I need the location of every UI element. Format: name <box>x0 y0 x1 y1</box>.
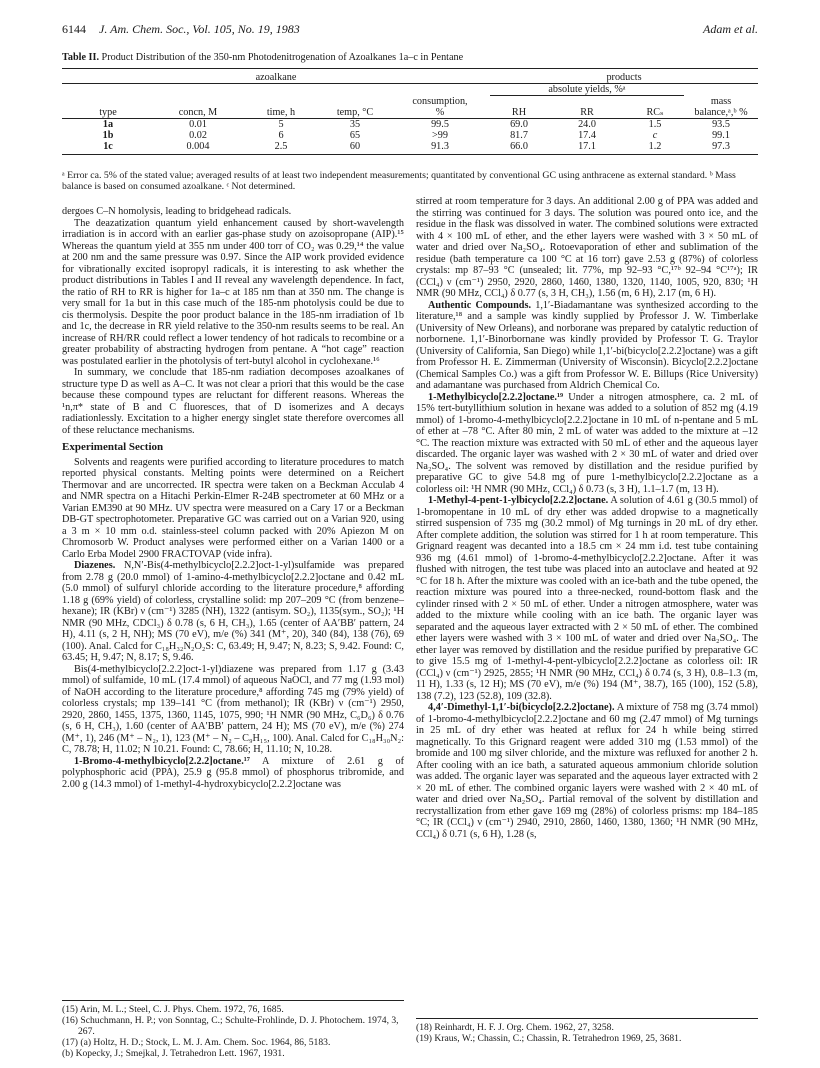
paragraph-text: N,N′-Bis(4-methylbicyclo[2.2.2]oct-1-yl)sulfamide was prepared from 2.78 g (20.0 mmol) of 1-amino-4-methylbicyclo[2.2.2]octane and 0.42 mL (5.0 mmol) of sulfuryl chloride according to the literature procedure,⁸ affording 1.18 g (69% yield) of colorless, crystalline solid: mp 207–209 °C (from benzene–hexane); IR (KBr) ν (cm⁻¹) 3285 (NH), 1322 (antisym. SO₂), 1135(sym., SO₂); ¹H NMR (90 MHz, CDCl₃) δ 0.78 (s, 6 H, CH₃), 1.65 (center of AA′BB′ pattern, 24 H), 4.11 (s, 2 H, NH); MS (70 eV), m/e (%) 341 (M⁺, 20), 340 (84), 138 (76), 69 (100). Anal. Calcd for C₁₈H₃₂N₂O₂S: C, 63.49; H, 9.47; N, 8.23; S, 9.42. Found: C, 63.45; H, 9.47; N, 8.17; S, 9.46. <box>62 560 405 663</box>
cell-rr: 17.4 <box>578 129 596 141</box>
table-label: Table II. <box>62 52 99 63</box>
cell-type: 1b <box>102 129 114 141</box>
table-subgroup-row <box>62 84 758 96</box>
cell-consumption: >99 <box>432 129 448 141</box>
cell-rcs: 1.5 <box>648 118 662 130</box>
running-head <box>62 22 758 38</box>
paragraph: dergoes C–N homolysis, leading to bridgehead radicals. <box>62 206 292 217</box>
cell-rcs: 1.2 <box>648 140 662 152</box>
reference-item: (19) Kraus, W.; Chassin, C.; Chassin, R. Tetrahedron 1969, 25, 3681. <box>416 1033 682 1044</box>
reference-item: (16) Schuchmann, H. P.; von Sonntag, C.; Schulte-Frohlinde, D. J. Photochem. 1974, 3, 267. <box>62 1015 399 1037</box>
paragraph-text: 1,1′-Biadamantane was synthesized according to the literature,¹⁸ and a sample was kindly supplied by Professor J. W. Timberlake (University of New Orleans), and norborane was prepared by catalytic reduction of norbornene. 1,1′-Binorbornane was kindly provided by Professor T. G. Traylor (University of California, San Diego) while 1,1′-bi(bicyclo[2.2.2]octane) was a gift from Professor H. E. Zimmerman (University of Wisconsin). Bicyclo[2.2.2]octane (Chemical Samples Co.) was a gift from Professor W. E. Billups (Rice University) and adamantane was purchased from Aldrich Chemical Co. <box>416 299 759 391</box>
reference-item: (17) (a) Holtz, H. D.; Stock, L. M. J. Am. Chem. Soc. 1964, 86, 5183. <box>62 1037 331 1048</box>
runin-heading: 1-Methyl-4-pent-1-ylbicyclo[2.2.2]octane. <box>428 495 609 506</box>
runin-heading: 1-Bromo-4-methylbicyclo[2.2.2]octane.¹⁷ <box>74 755 250 767</box>
section-title: Experimental Section <box>62 441 164 453</box>
cell-rh: 69.0 <box>510 118 528 130</box>
paragraph-diazenes <box>62 560 404 664</box>
cell-temp: 60 <box>349 140 361 152</box>
paragraph-text: A mixture of 758 mg (3.74 mmol) of 1-bromo-4-methylbicyclo[2.2.2]octane and 60 mg (2.47 mmol) of Mg turnings in 25 mL of dry ether was heated at reflux for 24 h while being stirred magnetically. To this Grignard reagent were added 310 mg (1.53 mmol) of the bromide and 100 mg silver chloride, and the mixture was refluxed for another 2 h. After cooling with an ice bath, a saturated aqueous ammonium chloride solution was added. The organic layer was separated and the aqueous layer extracted with 2 × 20 mL of ether. The combined organic layers were washed with 2 × 40 mL of water and dried over Na₂SO₄. Partial removal of the solvent by distillation and recrystallization from ether gave 169 mg (28%) of colorless prisms: mp 184–185 °C; IR (CCl₄) ν (cm⁻¹) 2940, 2910, 2860, 1460, 1380, 1360; ¹H NMR (90 MHz, CCl₄) δ 0.71 (s, 6 H), 1.28 (s, <box>416 702 759 840</box>
header-consumption-unit: % <box>390 107 490 119</box>
header-mass-balance: balance,ᵃ,ᵇ % <box>684 107 758 119</box>
paragraph: Bis(4-methylbicyclo[2.2.2]oct-1-yl)diazene was prepared from 1.17 g (3.43 mmol) of sulfamide, 10 mL (17.4 mmol) of aqueous NaOCl, and 77 mg (1.93 mol) of NaOH according to the literature procedure,⁸ affording 745 mg (79% yield) of colorless crystals; mp 139–141 °C (from methanol); IR (KBr) ν (cm⁻¹) 2950, 2920, 2860, 1455, 1375, 1360, 1145, 1075, 990; ¹H NMR (90 MHz, C₆D₆) δ 0.76 (s, 6 H, CH₃), 1.60 (center of AA′BB′ pattern, 24 H); MS (70 eV), m/e (%) 274 (M⁺, 1), 246 (M⁺ – N₂, 1), 123 (M⁺ – N₂ – C₉H₁₅, 100). Anal. Calcd for C₁₈H₃₀N₂: C, 78.78; H, 11.02; N 10.21. Found: C, 78.66; H, 11.10; N, 10.28. <box>62 663 404 755</box>
cell-rcs: c <box>652 129 658 141</box>
group-azoalkane: azoalkane <box>62 72 490 84</box>
cell-rh: 66.0 <box>510 140 528 152</box>
header-temp: temp, °C <box>320 107 390 119</box>
paragraph-text: A mixture of 2.61 g of polyphosphoric acid (PPA), 25.9 g (95.8 mmol) of phosphorus tribromide, and 2.00 g (14.3 mmol) of 1-methyl-4-hydroxybicyclo[2.2.2]octane was <box>62 755 405 790</box>
cell-rr: 24.0 <box>578 118 596 130</box>
reference-item: (15) Arin, M. L.; Steel, C. J. Phys. Chem. 1972, 76, 1685. <box>62 1004 284 1015</box>
runin-heading: 1-Methylbicyclo[2.2.2]octane.¹⁹ <box>428 391 564 403</box>
cell-time: 5 <box>278 118 284 130</box>
cell-concn: 0.02 <box>189 129 207 141</box>
cell-type: 1a <box>102 118 114 130</box>
paragraph: In summary, we conclude that 185-nm radiation decomposes azoalkanes of structure type D as well as A–C. It was not clear a priori that this would be the case because these compound types are reluctant for different reasons. Whereas the ¹n,π* state of B and C fluoresces, that of D isomerizes and A decays radiationlessly. Excitation to a higher energy singlet state therefore overcomes all of these reluctance mechanisms. <box>62 367 404 436</box>
header-rcs: RCₛ <box>626 107 684 119</box>
cell-temp: 35 <box>349 118 361 130</box>
reference-item: (b) Kopecky, J.; Smejkal, J. Tetrahedron Lett. 1967, 1931. <box>62 1048 285 1059</box>
cell-rh: 81.7 <box>510 129 528 141</box>
cell-type: 1c <box>103 140 113 152</box>
paragraph-text: Under a nitrogen atmosphere, ca. 2 mL of 15% tert-butyllithium solution in hexane was added to a solution of 852 mg (4.19 mmol) of 1-bromo-4-methylbicyclo[2.2.2]octane in 10 mL of n-pentane and 5 mL of ether at –78 °C. After 80 min, 2 mL of water was added to the mixture at –12 °C. The reaction mixture was extracted with 50 mL of ether and the aqueous layer discarded. The organic layer was washed with 2 × 30 mL of water and dried over Na₂SO₄. The solvent was removed by distillation and the residue purified by preparative GC to give 54.8 mg of pure 1-methylbicyclo[2.2.2]octane as a colorless oil: ¹H NMR (90 MHz, CCl₄) δ 0.73 (s, 3 H), 1.1–1.7 (m, 13 H). <box>416 391 759 495</box>
journal-citation: J. Am. Chem. Soc., Vol. 105, No. 19, 1983 <box>99 22 300 36</box>
cell-mass: 99.1 <box>712 129 730 141</box>
table-caption-text: Product Distribution of the 350-nm Photodenitrogenation of Azoalkanes 1a–c in Pentane <box>101 52 464 63</box>
cell-concn: 0.01 <box>189 118 207 130</box>
header-rh: RH <box>490 107 548 119</box>
table-caption <box>62 52 463 63</box>
header-rr: RR <box>548 107 626 119</box>
paragraph-dimethyl <box>416 702 758 840</box>
header-concn: concn, M <box>154 107 242 119</box>
cell-consumption: 91.3 <box>431 140 449 152</box>
paragraph-text: A solution of 4.61 g (30.5 mmol) of 1-bromopentane in 10 mL of dry ether was added dropwise to a magnetically stirred suspension of 735 mg (30.2 mmol) of Mg turnings in 20 mL of dry ether. After complete addition, the solution was stirred for 1 h at room temperature. This Grignard reagent was decanted into a 18.5 cm × 24 mm i.d. test tube containing 936 mg (4.61 mmol) of 1-bromo-4-methylbicyclo[2.2.2]octane. After it was flushed with nitrogen, the test tube was placed into an autoclave and heated at 92 °C for 18 h. After the mixture was cooled with an ice-bath and the tube opened, the reaction mixture was poured into a three-necked, round-bottom flask and the cylinder rinsed with 2 × 50 mL of ether. Under a nitrogen atmosphere, water was added to the mixture while cooling with an ice bath. The organic layer was separated and the aqueous layer extracted with 2 × 50 mL of ether. The combined ether layers were washed with 3 × 100 mL of water and dried over Na₂SO₄. The ether layer was removed by distillation and the residue purified by preparative GC to give 15.5 mg of 1-methyl-4-pent-ylbicyclo[2.2.2]octane as colorless oil: IR (CCl₄) ν (cm⁻¹) 2925, 2855; ¹H NMR (90 MHz, CCl₄) δ 0.74 (s, 3 H), 0.8–1.3 (m, 11 H), 1.33 (s, 12 H); MS (70 eV), m/e (%) 194 (M⁺, 38.7), 165 (100), 152 (5.8), 138 (7.2), 123 (52.8), 109 (32.8). <box>416 495 758 702</box>
group-products: products <box>490 72 758 84</box>
left-column <box>62 206 404 790</box>
cell-rr: 17.1 <box>578 140 596 152</box>
runin-heading: 4,4′-Dimethyl-1,1′-bi(bicyclo[2.2.2]octane). <box>428 702 615 713</box>
table-footnote: ᵃ Error ca. 5% of the stated value; averaged results of at least two independent measurements; quantitated by conventional GC using anthracene as external standard. ᵇ Mass balance is based on consumed azoalkane. ᶜ Not determined. <box>62 170 736 192</box>
paragraph-authentic <box>416 300 758 392</box>
paragraph-pentyl <box>416 495 758 702</box>
references-right <box>416 1018 758 1044</box>
subgroup-absolute-yields: absolute yields, %ᵃ <box>490 84 684 96</box>
cell-mass: 97.3 <box>712 140 730 152</box>
cell-time: 6 <box>278 129 284 141</box>
paragraph-methylbicyclo <box>416 392 758 496</box>
table-header-row-1 <box>62 96 758 107</box>
results-table <box>62 68 758 155</box>
right-column <box>416 196 758 840</box>
author-header: Adam et al. <box>703 22 758 36</box>
runin-heading: Diazenes. <box>74 560 116 571</box>
references-left <box>62 1000 404 1059</box>
header-consumption: consumption, <box>412 95 468 107</box>
cell-time: 2.5 <box>274 140 288 152</box>
reference-item: (18) Reinhardt, H. F. J. Org. Chem. 1962, 27, 3258. <box>416 1022 614 1033</box>
runin-heading: Authentic Compounds. <box>428 299 532 311</box>
header-type: type <box>62 107 154 119</box>
table-row <box>62 141 758 152</box>
header-mass: mass <box>710 95 732 107</box>
table-group-header-row <box>62 72 758 84</box>
table-row <box>62 118 758 130</box>
table-row <box>62 130 758 141</box>
cell-consumption: 99.5 <box>431 118 449 130</box>
cell-concn: 0.004 <box>186 140 210 152</box>
cell-temp: 65 <box>349 129 361 141</box>
paragraph: Solvents and reagents were purified according to literature procedures to match reported physical constants. Melting points were determined on a Reichert Thermovar and are uncorrected. IR spectra were taken on a Beckman Acculab 4 and NMR spectra on a Hitachi Perkin-Elmer R-24B spectrometer at 60 MHz or a Varian EM390 at 90 MHz. UV spectra were measured on a Cary 17 or a Beckman DB-GT spectrophotometer. Preparative GC was carried out on a Varian 920, using a 3 m × 10 mm o.d. stainless-steel column packed with 20% Apiezon M on Chromosorb W. Product analyses were performed either on a Varian 1400 or a Carlo Erba Model 2900 FRACTOVAP (vide infra). <box>62 456 404 560</box>
header-time: time, h <box>242 107 320 119</box>
paragraph: stirred at room temperature for 3 days. An additional 2.00 g of PPA was added and the stirring was continued for 3 days. The solution was poured onto ice, and the residue in the flask was dissolved in water. The combined solutions were extracted with 4 × 100 mL of ether, and the ether layers were washed with 3 × 50 mL of water and dried over Na₂SO₄. Rotoevaporation of ether and sublimation of the residue (bath temperature ca 100 °C at 16 torr) gave 2.53 g (87%) of colorless crystals: mp 87–93 °C (unsealed; lit. 77%, mp 92–93 °C,¹⁷ᵇ 92–94 °C¹⁷ᵃ); IR (CCl₄) ν (cm⁻¹) 2950, 2920, 2860, 1460, 1380, 1320, 1140, 1005, 920, 830; ¹H NMR (90 MHz, CCl₄) δ 0.77 (s, 3 H, CH₃), 1.56 (m, 6 H), 2.17 (m, 6 H). <box>416 196 758 299</box>
paragraph: The deazatization quantum yield enhancement caused by short-wavelength irradiation is in accord with an earlier gas-phase study on azoisopropane (AIP).¹⁵ Whereas the quantum yield at 355 nm under 400 torr of CO₂ was 0.29,¹⁴ the value at 200 nm and the same pressure was 0.97. Since the AIP work provided evidence for vibrationally excited isopropyl radicals, it is interesting to ask whether the product distributions in Tables I and II reveal any wavelength dependence. In fact, the ratio of RH to RR is higher for 1a–c at 185 nm than at 350 nm. The change is very small for 1a but in this case much of the 185-nm photolysis could be due to cis thermolysis. Despite the poor product balance in the 185-nm irradiation of 1b and 1c, the decrease in RR yield relative to the 350-nm results seems to be real. An increase of RH/RR could reflect a lower tendency of hot radicals to recombine or a greater probability of abstracting hydrogen from pentane. A “hot cage” reaction was postulated earlier in the photolysis of tert-butyl alcohol in cyclohexane.¹⁶ <box>62 217 404 367</box>
paragraph-bromo <box>62 756 404 791</box>
table-header-row-2 <box>62 107 758 119</box>
page-number: 6144 <box>62 22 86 36</box>
cell-mass: 93.5 <box>712 118 730 130</box>
